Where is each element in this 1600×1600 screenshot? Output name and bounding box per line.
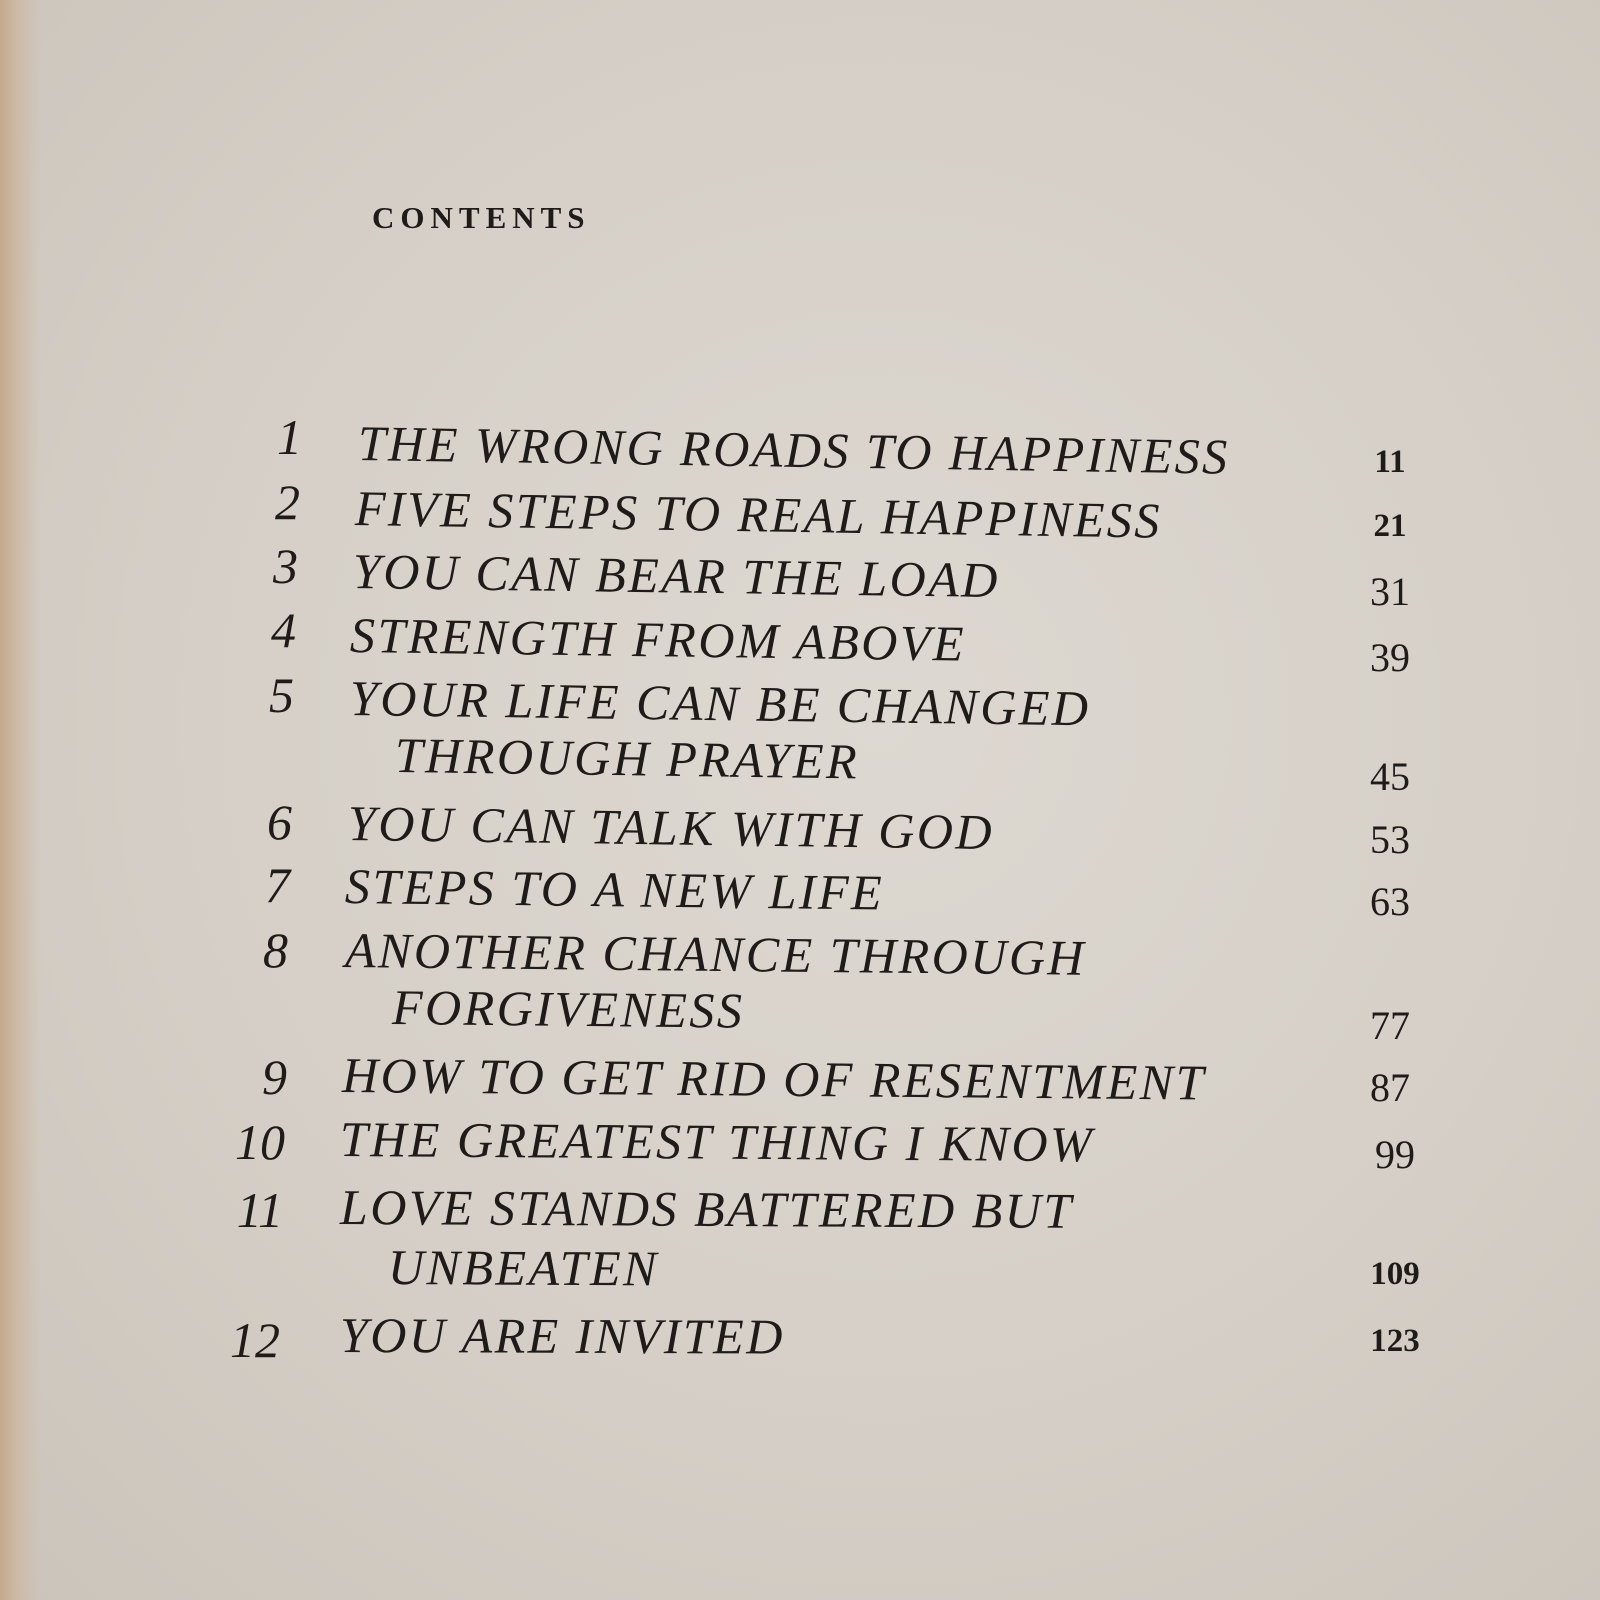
page-number: 53 — [1370, 817, 1410, 862]
chapter-title-continued: UNBEATEN — [387, 1239, 660, 1297]
chapter-number: 12 — [230, 1312, 280, 1368]
chapter-title: STEPS TO A NEW LIFE — [344, 858, 885, 921]
chapter-number: 4 — [271, 602, 296, 658]
chapter-title: HOW TO GET RID OF RESENTMENT — [341, 1047, 1207, 1111]
chapter-number: 11 — [236, 1182, 283, 1238]
chapter-title: YOU CAN TALK WITH GOD — [347, 795, 995, 861]
contents-heading: CONTENTS — [372, 200, 591, 235]
chapter-title: STRENGTH FROM ABOVE — [349, 607, 967, 672]
page-number: 63 — [1370, 879, 1410, 924]
page-number: 39 — [1370, 635, 1410, 680]
chapter-title: THE GREATEST THING I KNOW — [339, 1111, 1095, 1173]
chapter-number: 8 — [263, 922, 288, 978]
page-number: 21 — [1373, 508, 1407, 544]
page-number: 31 — [1370, 569, 1410, 614]
page-number: 11 — [1374, 444, 1406, 480]
chapter-number: 2 — [275, 474, 300, 530]
page-number: 87 — [1370, 1065, 1410, 1110]
page-number: 123 — [1370, 1323, 1420, 1359]
chapter-title-continued: THROUGH PRAYER — [394, 727, 860, 790]
page-number: 45 — [1370, 754, 1410, 799]
chapter-title: YOUR LIFE CAN BE CHANGED — [349, 670, 1091, 737]
chapter-number: 5 — [269, 667, 294, 723]
chapter-title: YOU ARE INVITED — [339, 1307, 786, 1365]
chapter-number: 6 — [267, 794, 292, 850]
page-number: 77 — [1370, 1003, 1410, 1048]
chapter-title: THE WRONG ROADS TO HAPPINESS — [357, 415, 1231, 485]
chapter-number: 3 — [273, 538, 298, 594]
chapter-title: YOU CAN BEAR THE LOAD — [352, 543, 1001, 609]
page-number: 99 — [1375, 1132, 1415, 1177]
chapter-number: 7 — [265, 857, 290, 913]
page-number: 109 — [1370, 1256, 1420, 1292]
chapter-title: ANOTHER CHANCE THROUGH — [344, 922, 1087, 986]
chapter-title: FIVE STEPS TO REAL HAPPINESS — [354, 480, 1163, 549]
chapter-number: 9 — [262, 1049, 287, 1105]
chapter-number: 1 — [277, 409, 302, 465]
chapter-title-continued: FORGIVENESS — [391, 979, 745, 1039]
chapter-number: 10 — [235, 1114, 285, 1170]
chapter-title: LOVE STANDS BATTERED BUT — [339, 1179, 1074, 1239]
